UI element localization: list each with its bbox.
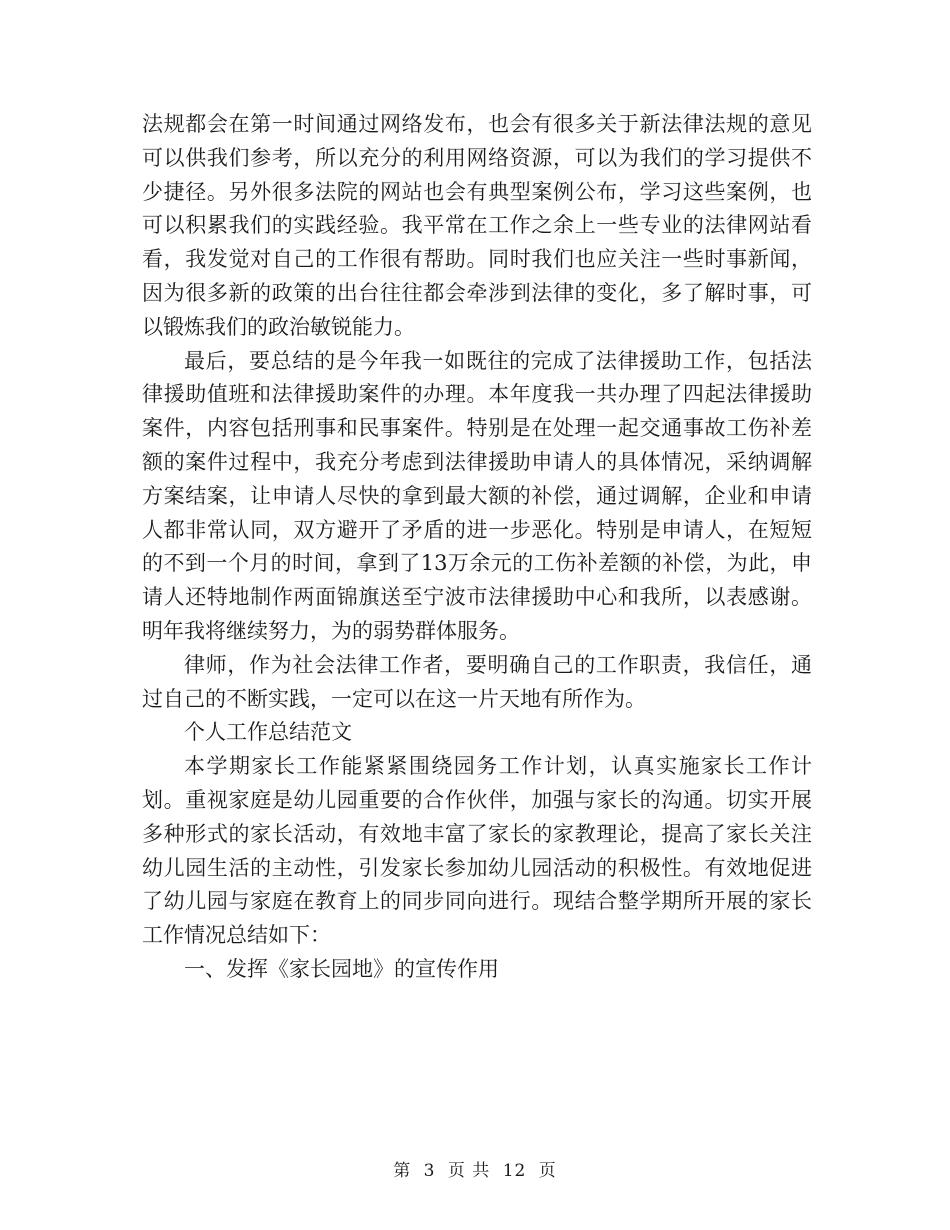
footer-page-number: 3 <box>423 1161 436 1181</box>
paragraph-parent-work: 本学期家长工作能紧紧围绕园务工作计划，认真实施家长工作计划。重视家庭是幼儿园重要的合作伙伴，加强与家长的沟通。切实开展多种形式的家长活动，有效地丰富了家长的家教理论，提高了家长关注幼儿园生活的主动性，引发家长参加幼儿园活动的积极性。有效地促进了幼儿园与家庭在教育上的同步同向进行。现结合整学期所开展的家长工作情况总结如下： <box>142 754 812 948</box>
paragraph-continued: 法规都会在第一时间通过网络发布，也会有很多关于新法律法规的意见可以供我们参考，所以充分的利用网络资源，可以为我们的学习提供不少捷径。另外很多法院的网站也会有典型案例公布，学习这些案例，也可以积累我们的实践经验。我平常在工作之余上一些专业的法律网站看看，我发觉对自己的工作很有帮助。同时我们也应关注一些时事新闻，因为很多新的政策的出台往往都会牵涉到法律的变化，多了解时事，可以锻炼我们的政治敏锐能力。 <box>142 112 812 339</box>
paragraph-lawyer-duty: 律师，作为社会法律工作者，要明确自己的工作职责，我信任，通过自己的不断实践，一定可以在这一片天地有所作为。 <box>142 652 812 711</box>
section-title: 个人工作总结范文 <box>184 720 352 745</box>
page-footer <box>0 1156 950 1181</box>
document-body <box>142 108 812 987</box>
footer-suffix: 页 <box>538 1161 557 1181</box>
footer-total-pages: 12 <box>502 1161 527 1181</box>
paragraph-legal-aid: 最后，要总结的是今年我一如既往的完成了法律援助工作，包括法律援助值班和法律援助案件的办理。本年度我一共办理了四起法律援助案件，内容包括刑事和民事案件。特别是在处理一起交通事故工伤补差额的案件过程中，我充分考虑到法律援助申请人的具体情况，采纳调解方案结案，让申请人尽快的拿到最大额的补偿，通过调解，企业和申请人都非常认同，双方避开了矛盾的进一步恶化。特别是申请人，在短短的不到一个月的时间，拿到了13万余元的工伤补差额的补偿，为此，申请人还特地制作两面锦旗送至宁波市法律援助中心和我所，以表感谢。明年我将继续努力，为的弱势群体服务。 <box>142 348 812 643</box>
footer-prefix: 第 <box>393 1161 412 1181</box>
footer-middle: 页 共 <box>447 1161 491 1181</box>
subheading: 一、发挥《家长园地》的宣传作用 <box>184 956 499 981</box>
